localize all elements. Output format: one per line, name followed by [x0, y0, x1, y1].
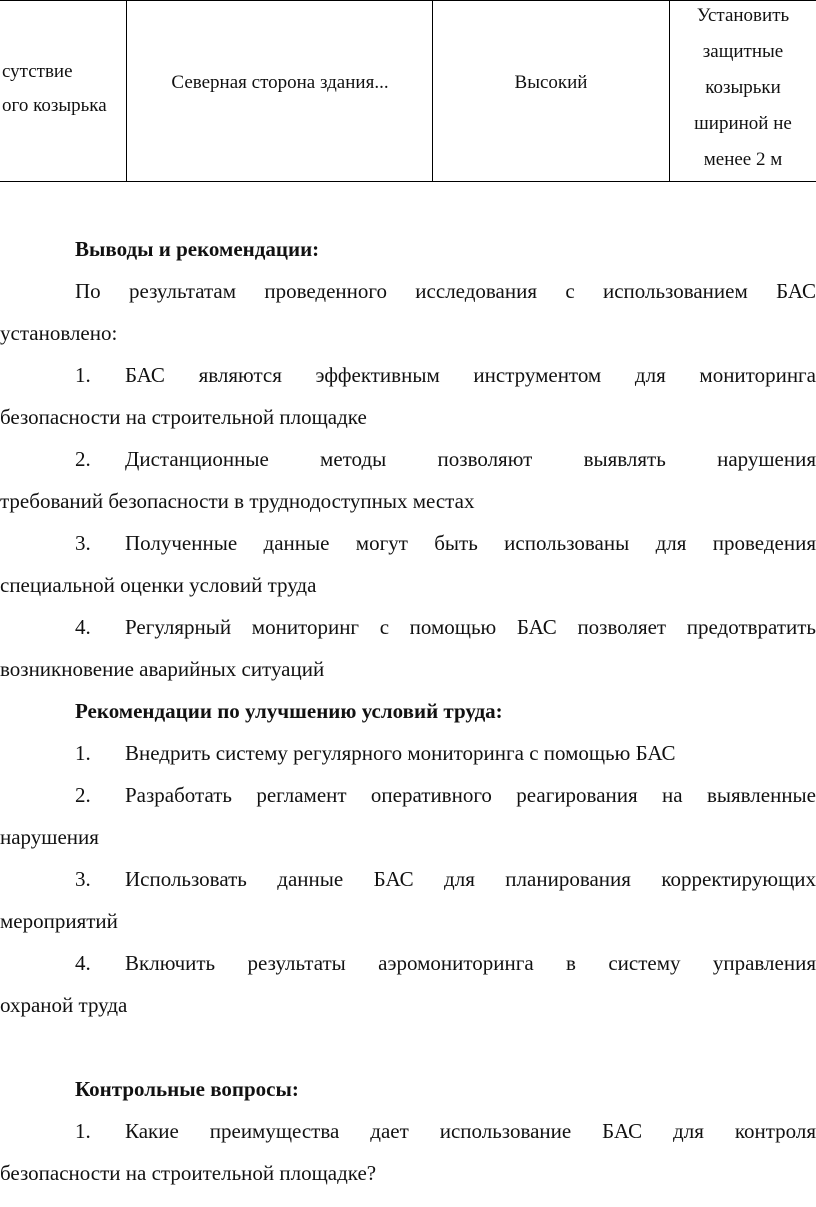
list-item: [0, 522, 816, 606]
list-item-text: Регулярный мониторинг с помощью БАС позволяет предотвратить: [125, 615, 816, 639]
list-item-number: 2.: [75, 783, 91, 807]
list-item-continuation: нарушения: [0, 825, 99, 849]
list-item-text: Какие преимущества дает использование БАС для контроля: [125, 1119, 816, 1143]
list-item-number: 1.: [75, 741, 91, 765]
list-item-text: Внедрить систему регулярного мониторинга с помощью БАС: [125, 741, 676, 765]
list-item-continuation: охраной труда: [0, 993, 128, 1017]
table-cell-measure-line: защитные: [702, 41, 784, 62]
list-item: [0, 774, 816, 858]
list-item-continuation: мероприятий: [0, 909, 118, 933]
list-item-number: 3.: [75, 867, 91, 891]
table-cell-hazard-line: ого козырька: [2, 95, 107, 116]
list-item: [0, 354, 816, 438]
conclusions-intro-line1: По результатам проведенного исследования с использованием БАС: [75, 279, 816, 303]
table-cell-measure-line: менее 2 м: [703, 149, 783, 170]
list-item-number: 4.: [75, 951, 91, 975]
document-body: [0, 228, 816, 1194]
conclusions-heading: Выводы и рекомендации:: [75, 237, 320, 261]
recommendations-heading: Рекомендации по улучшению условий труда:: [75, 699, 503, 723]
list-item-number: 3.: [75, 531, 91, 555]
list-item-number: 1.: [75, 1119, 91, 1143]
conclusions-intro: [0, 270, 816, 354]
list-item-text: Полученные данные могут быть использованы для проведения: [125, 531, 816, 555]
list-item: [0, 858, 816, 942]
table-cell-location: Северная сторона здания...: [171, 72, 389, 93]
list-item: [0, 942, 816, 1026]
list-item-number: 4.: [75, 615, 91, 639]
table-cell-hazard-line: сутствие: [2, 61, 73, 82]
list-item: [0, 1110, 816, 1194]
list-item-text: Включить результаты аэромониторинга в систему управления: [125, 951, 816, 975]
list-item-number: 2.: [75, 447, 91, 471]
list-item-continuation: возникновение аварийных ситуаций: [0, 657, 325, 681]
list-item-text: Дистанционные методы позволяют выявлять нарушения: [125, 447, 816, 471]
table-cell-measure-line: шириной не: [694, 113, 792, 134]
list-item-continuation: специальной оценки условий труда: [0, 573, 317, 597]
list-item: [0, 438, 816, 522]
list-item: [0, 732, 816, 774]
list-item-continuation: требований безопасности в труднодоступных местах: [0, 489, 475, 513]
list-item-text: БАС являются эффективным инструментом для мониторинга: [125, 363, 816, 387]
paragraph-spacer: [0, 1026, 816, 1068]
risk-table-fragment: [0, 0, 816, 182]
list-item-continuation: безопасности на строительной площадке: [0, 405, 367, 429]
list-item-text: Разработать регламент оперативного реагирования на выявленные: [125, 783, 816, 807]
list-item-text: Использовать данные БАС для планирования корректирующих: [125, 867, 816, 891]
list-item-continuation: безопасности на строительной площадке?: [0, 1161, 377, 1185]
conclusions-intro-line2: установлено:: [0, 321, 118, 345]
table-cell-hazard: [2, 55, 126, 123]
table-cell-measure: [670, 0, 816, 178]
list-item: [0, 606, 816, 690]
questions-heading: Контрольные вопросы:: [75, 1077, 299, 1101]
table-divider-1: [126, 0, 127, 182]
list-item-number: 1.: [75, 363, 91, 387]
table-cell-measure-line: Установить: [696, 5, 790, 26]
table-cell-measure-line: козырьки: [705, 77, 781, 98]
table-cell-risk-level: Высокий: [514, 72, 588, 93]
table-bottom-border: [0, 181, 816, 182]
